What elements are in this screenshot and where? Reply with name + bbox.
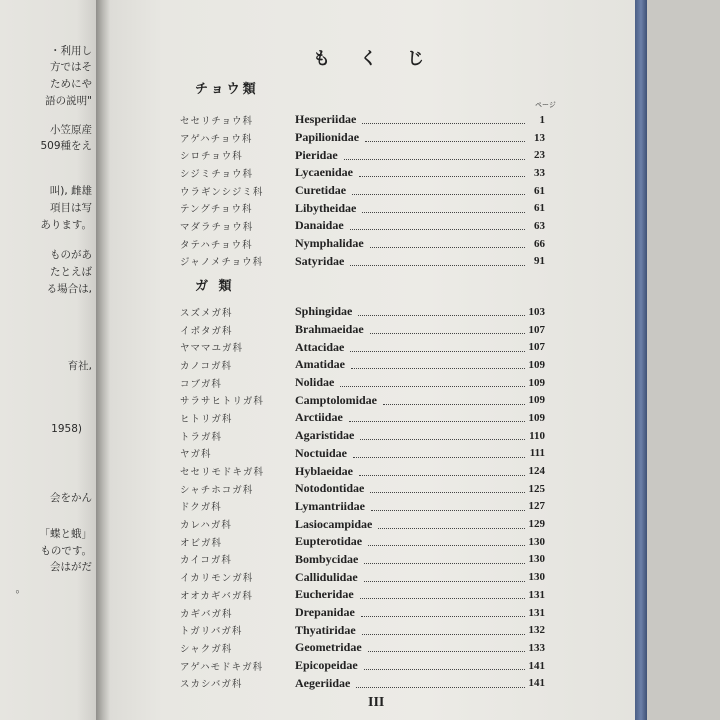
toc-entry — [180, 321, 545, 339]
page-ref: 109 — [528, 376, 545, 389]
toc-entry — [180, 409, 545, 427]
left-page-text: ものです。 — [40, 545, 92, 557]
page-ref: 66 — [534, 237, 545, 250]
dot-leader — [370, 239, 525, 248]
toc-entry — [180, 253, 545, 271]
toc-entry — [180, 498, 545, 516]
page-ref: 130 — [528, 535, 545, 548]
dot-leader — [360, 431, 525, 440]
page-ref: 91 — [534, 255, 545, 268]
dot-leader — [359, 168, 525, 177]
page-ref: 129 — [528, 518, 545, 531]
family-japanese-name: テングチョウ科 — [180, 204, 253, 216]
page-ref: 131 — [528, 606, 545, 619]
page-ref: 103 — [528, 305, 545, 318]
page-ref: 141 — [528, 659, 545, 672]
family-latin-name: Danaidae — [295, 218, 344, 233]
family-latin-name: Brahmaeidae — [295, 322, 364, 337]
page-ref: 107 — [528, 341, 545, 354]
toc-entry — [180, 533, 545, 551]
toc-entry — [180, 374, 545, 392]
family-latin-name: Callidulidae — [295, 569, 358, 584]
page-ref: 141 — [528, 677, 545, 690]
dot-leader — [350, 343, 525, 352]
dot-leader — [368, 537, 525, 546]
family-latin-name: Agaristidae — [295, 428, 355, 443]
dot-leader — [364, 661, 525, 670]
dot-leader — [368, 643, 525, 652]
page-ref: 110 — [529, 429, 545, 442]
family-japanese-name: トガリバガ科 — [180, 626, 243, 638]
toc-entry — [180, 568, 545, 586]
left-page-text: ものがあ — [50, 249, 92, 261]
left-page-text: 項目は写 — [50, 202, 92, 214]
dot-leader — [362, 626, 525, 635]
family-latin-name: Amatidae — [295, 357, 345, 372]
page-ref: 124 — [528, 465, 545, 478]
page-ref: 127 — [528, 500, 545, 513]
family-latin-name: Nolidae — [295, 375, 335, 390]
family-latin-name: Lasiocampidae — [295, 516, 373, 531]
dot-leader — [340, 378, 525, 387]
toc-entry — [180, 235, 545, 253]
page-ref: 109 — [528, 358, 545, 371]
toc-entry — [180, 621, 545, 639]
butterfly-families-list — [180, 111, 545, 270]
family-latin-name: Sphingidae — [295, 304, 353, 319]
page-ref: 23 — [534, 149, 545, 162]
toc-entry — [180, 129, 545, 147]
left-page-text: 「蝶と蛾」 — [39, 528, 92, 540]
toc-entry — [180, 391, 545, 409]
family-japanese-name: ウラギンシジミ科 — [180, 186, 264, 198]
page-ref: 63 — [534, 219, 545, 232]
dot-leader — [378, 520, 525, 529]
family-latin-name: Camptolomidae — [295, 392, 377, 407]
family-japanese-name: トラガ科 — [180, 431, 223, 443]
page-ref: 131 — [528, 588, 545, 601]
toc-entry — [180, 338, 545, 356]
page-ref: 61 — [534, 202, 545, 215]
page-ref: 109 — [528, 394, 545, 407]
family-japanese-name: タテハチョウ科 — [180, 239, 253, 251]
family-japanese-name: セセリチョウ科 — [180, 115, 254, 127]
left-page-text: 育社, — [67, 360, 92, 372]
toc-entry — [180, 604, 545, 622]
family-japanese-name: ヤガ科 — [180, 449, 212, 461]
left-page-text: あります。 — [40, 219, 92, 231]
family-japanese-name: カイコガ科 — [180, 555, 232, 567]
dot-leader — [359, 467, 525, 476]
family-japanese-name: サラサヒトリガ科 — [180, 396, 264, 408]
toc-entry — [180, 586, 545, 604]
dot-leader — [362, 115, 525, 124]
toc-entry — [180, 515, 545, 533]
family-japanese-name: イボタガ科 — [180, 325, 233, 337]
family-latin-name: Attacidae — [295, 339, 345, 354]
left-page-text: たとえば — [50, 266, 92, 278]
toc-entry — [180, 182, 545, 200]
left-page-text: ためにや — [50, 78, 92, 90]
family-japanese-name: シャクガ科 — [180, 643, 233, 655]
book-gutter — [96, 0, 110, 720]
toc-entry — [180, 462, 545, 480]
family-japanese-name: ジャノメチョウ科 — [180, 257, 264, 269]
family-japanese-name: カノコガ科 — [180, 360, 233, 372]
page-ref: 33 — [534, 166, 545, 179]
toc-entry — [180, 427, 545, 445]
dot-leader — [360, 590, 525, 599]
dot-leader — [364, 573, 525, 582]
toc-entry — [180, 639, 545, 657]
family-japanese-name: シロチョウ科 — [180, 151, 243, 163]
family-latin-name: Eupterotidae — [295, 534, 363, 549]
dot-leader — [362, 204, 525, 213]
family-latin-name: Geometridae — [295, 640, 362, 655]
left-page-text: 小笠原産 — [50, 124, 92, 136]
family-japanese-name: シジミチョウ科 — [180, 168, 253, 180]
family-japanese-name: オビガ科 — [180, 537, 223, 549]
family-japanese-name: シャチホコガ科 — [180, 484, 254, 496]
family-latin-name: Nymphalidae — [295, 236, 364, 251]
family-japanese-name: スズメガ科 — [180, 307, 233, 319]
family-latin-name: Arctiidae — [295, 410, 343, 425]
dot-leader — [349, 413, 525, 422]
family-japanese-name: イカリモンガ科 — [180, 573, 254, 585]
page-ref: 133 — [528, 641, 545, 654]
page-ref: 107 — [528, 323, 545, 336]
family-japanese-name: コブガ科 — [180, 378, 222, 390]
left-page-text: 。 — [15, 583, 26, 595]
family-latin-name: Eucheridae — [295, 587, 354, 602]
toc-entry — [180, 146, 545, 164]
family-japanese-name: アゲハチョウ科 — [180, 133, 253, 145]
left-page-text: ・利用し — [50, 45, 92, 57]
family-latin-name: Aegeriidae — [295, 675, 351, 690]
section-heading-moths: ガ 類 — [195, 279, 235, 294]
family-latin-name: Drepanidae — [295, 605, 355, 620]
background-surface — [647, 0, 720, 720]
family-latin-name: Noctuidae — [295, 445, 347, 460]
family-japanese-name: オオカギバガ科 — [180, 590, 253, 602]
family-japanese-name: アゲハモドキガ科 — [180, 661, 264, 673]
left-page — [0, 0, 96, 720]
left-page-text: 方ではそ — [50, 61, 92, 73]
left-page-text: 語の説明" — [45, 95, 92, 107]
dot-leader — [370, 325, 525, 334]
family-latin-name: Hesperiidae — [295, 112, 357, 127]
dot-leader — [361, 608, 525, 617]
family-latin-name: Epicopeidae — [295, 658, 358, 673]
family-latin-name: Hyblaeidae — [295, 463, 354, 478]
page-ref: 111 — [529, 447, 545, 460]
left-page-text: る場合は, — [46, 283, 92, 295]
left-page-text: 会はがだ — [50, 561, 92, 573]
page-ref: 61 — [534, 184, 545, 197]
left-page-text: 1958) — [51, 423, 82, 435]
toc-entry — [180, 111, 545, 129]
family-latin-name: Curetidae — [295, 183, 347, 198]
dot-leader — [365, 133, 525, 142]
left-page-text: 509種をえ — [40, 140, 92, 152]
family-japanese-name: ヤママユガ科 — [180, 343, 244, 355]
left-page-text: 叫), 雌雄 — [49, 185, 92, 197]
toc-entry — [180, 551, 545, 569]
page-number: III — [368, 695, 385, 710]
page-ref: 13 — [534, 131, 545, 144]
dot-leader — [344, 151, 525, 160]
toc-entry — [180, 657, 545, 675]
dot-leader — [352, 186, 525, 195]
dot-leader — [371, 502, 525, 511]
left-page-text: 会をかん — [50, 492, 92, 504]
family-japanese-name: カレハガ科 — [180, 520, 232, 532]
page-column-header: ページ — [535, 101, 556, 109]
section-heading-butterflies: チョウ類 — [195, 82, 259, 97]
family-latin-name: Lycaenidae — [295, 165, 354, 180]
toc-entry — [180, 164, 545, 182]
family-latin-name: Thyatiridae — [295, 622, 356, 637]
toc-entry — [180, 674, 545, 692]
dot-leader — [364, 555, 525, 564]
page-title: もくじ — [313, 49, 454, 69]
page-ref: 125 — [528, 482, 545, 495]
toc-entry — [180, 303, 545, 321]
family-latin-name: Satyridae — [295, 253, 345, 268]
page-ref: 109 — [528, 411, 545, 424]
family-latin-name: Lymantriidae — [295, 498, 366, 513]
family-japanese-name: ヒトリガ科 — [180, 413, 233, 425]
moth-families-list — [180, 303, 545, 692]
toc-entry — [180, 356, 545, 374]
family-latin-name: Libytheidae — [295, 200, 357, 215]
family-latin-name: Bombycidae — [295, 551, 359, 566]
toc-entry — [180, 480, 545, 498]
toc-entry — [180, 199, 545, 217]
family-japanese-name: スカシバガ科 — [180, 679, 243, 691]
dot-leader — [356, 679, 525, 688]
toc-entry — [180, 217, 545, 235]
family-japanese-name: セセリモドキガ科 — [180, 467, 265, 479]
family-latin-name: Papilionidae — [295, 130, 360, 145]
page-ref: 1 — [539, 113, 545, 126]
page-ref: 130 — [528, 571, 545, 584]
family-japanese-name: マダラチョウ科 — [180, 221, 254, 233]
book-cover-edge — [635, 0, 647, 720]
dot-leader — [370, 484, 525, 493]
family-latin-name: Notodontidae — [295, 481, 365, 496]
page-ref: 132 — [528, 624, 545, 637]
dot-leader — [383, 396, 525, 405]
dot-leader — [351, 360, 525, 369]
toc-entry — [180, 445, 545, 463]
dot-leader — [350, 257, 525, 266]
dot-leader — [350, 221, 525, 230]
page-ref: 130 — [528, 553, 545, 566]
family-latin-name: Pieridae — [295, 147, 338, 162]
family-japanese-name: カギバガ科 — [180, 608, 233, 620]
family-japanese-name: ドクガ科 — [180, 502, 222, 514]
dot-leader — [353, 449, 525, 458]
dot-leader — [358, 307, 525, 316]
